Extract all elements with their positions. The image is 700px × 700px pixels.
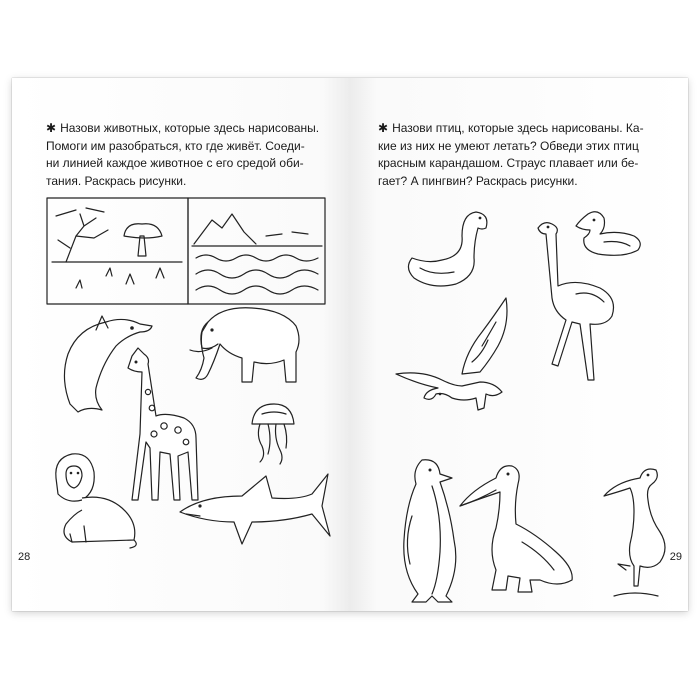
right-task-text: ✱ Назови птиц, которые здесь нарисованы. Ка- кие из них не умеют летать? Обведи этих птиц красным карандашом. Страус плавает или бе- гает? А пингвин? Раскрась рисунки. bbox=[378, 121, 644, 188]
eagle-icon bbox=[392, 294, 520, 418]
ocean-habitat-icon bbox=[192, 214, 322, 294]
page-number-right: 29 bbox=[669, 551, 682, 563]
lion-icon bbox=[46, 448, 142, 552]
right-page bbox=[350, 78, 688, 611]
duck-icon bbox=[568, 208, 648, 262]
heron-icon bbox=[574, 464, 670, 604]
page-number-left: 28 bbox=[18, 551, 31, 563]
asterisk-icon: ✱ bbox=[378, 121, 389, 135]
habitat-frames bbox=[46, 196, 326, 306]
savanna-habitat-icon bbox=[52, 208, 182, 288]
jellyfish-icon bbox=[246, 400, 300, 466]
pelican-icon bbox=[456, 460, 582, 596]
shark-icon bbox=[172, 470, 332, 550]
left-task-text: ✱ Назови животных, которые здесь нарисованы. Помоги им разобраться, кто где живёт. Соеди- ни линией каждое животное с его средой оби- тания. Раскрась рисунки. bbox=[46, 121, 320, 188]
open-workbook bbox=[12, 78, 688, 611]
left-page bbox=[12, 78, 351, 611]
asterisk-icon: ✱ bbox=[46, 121, 57, 135]
swan-icon bbox=[398, 206, 498, 306]
